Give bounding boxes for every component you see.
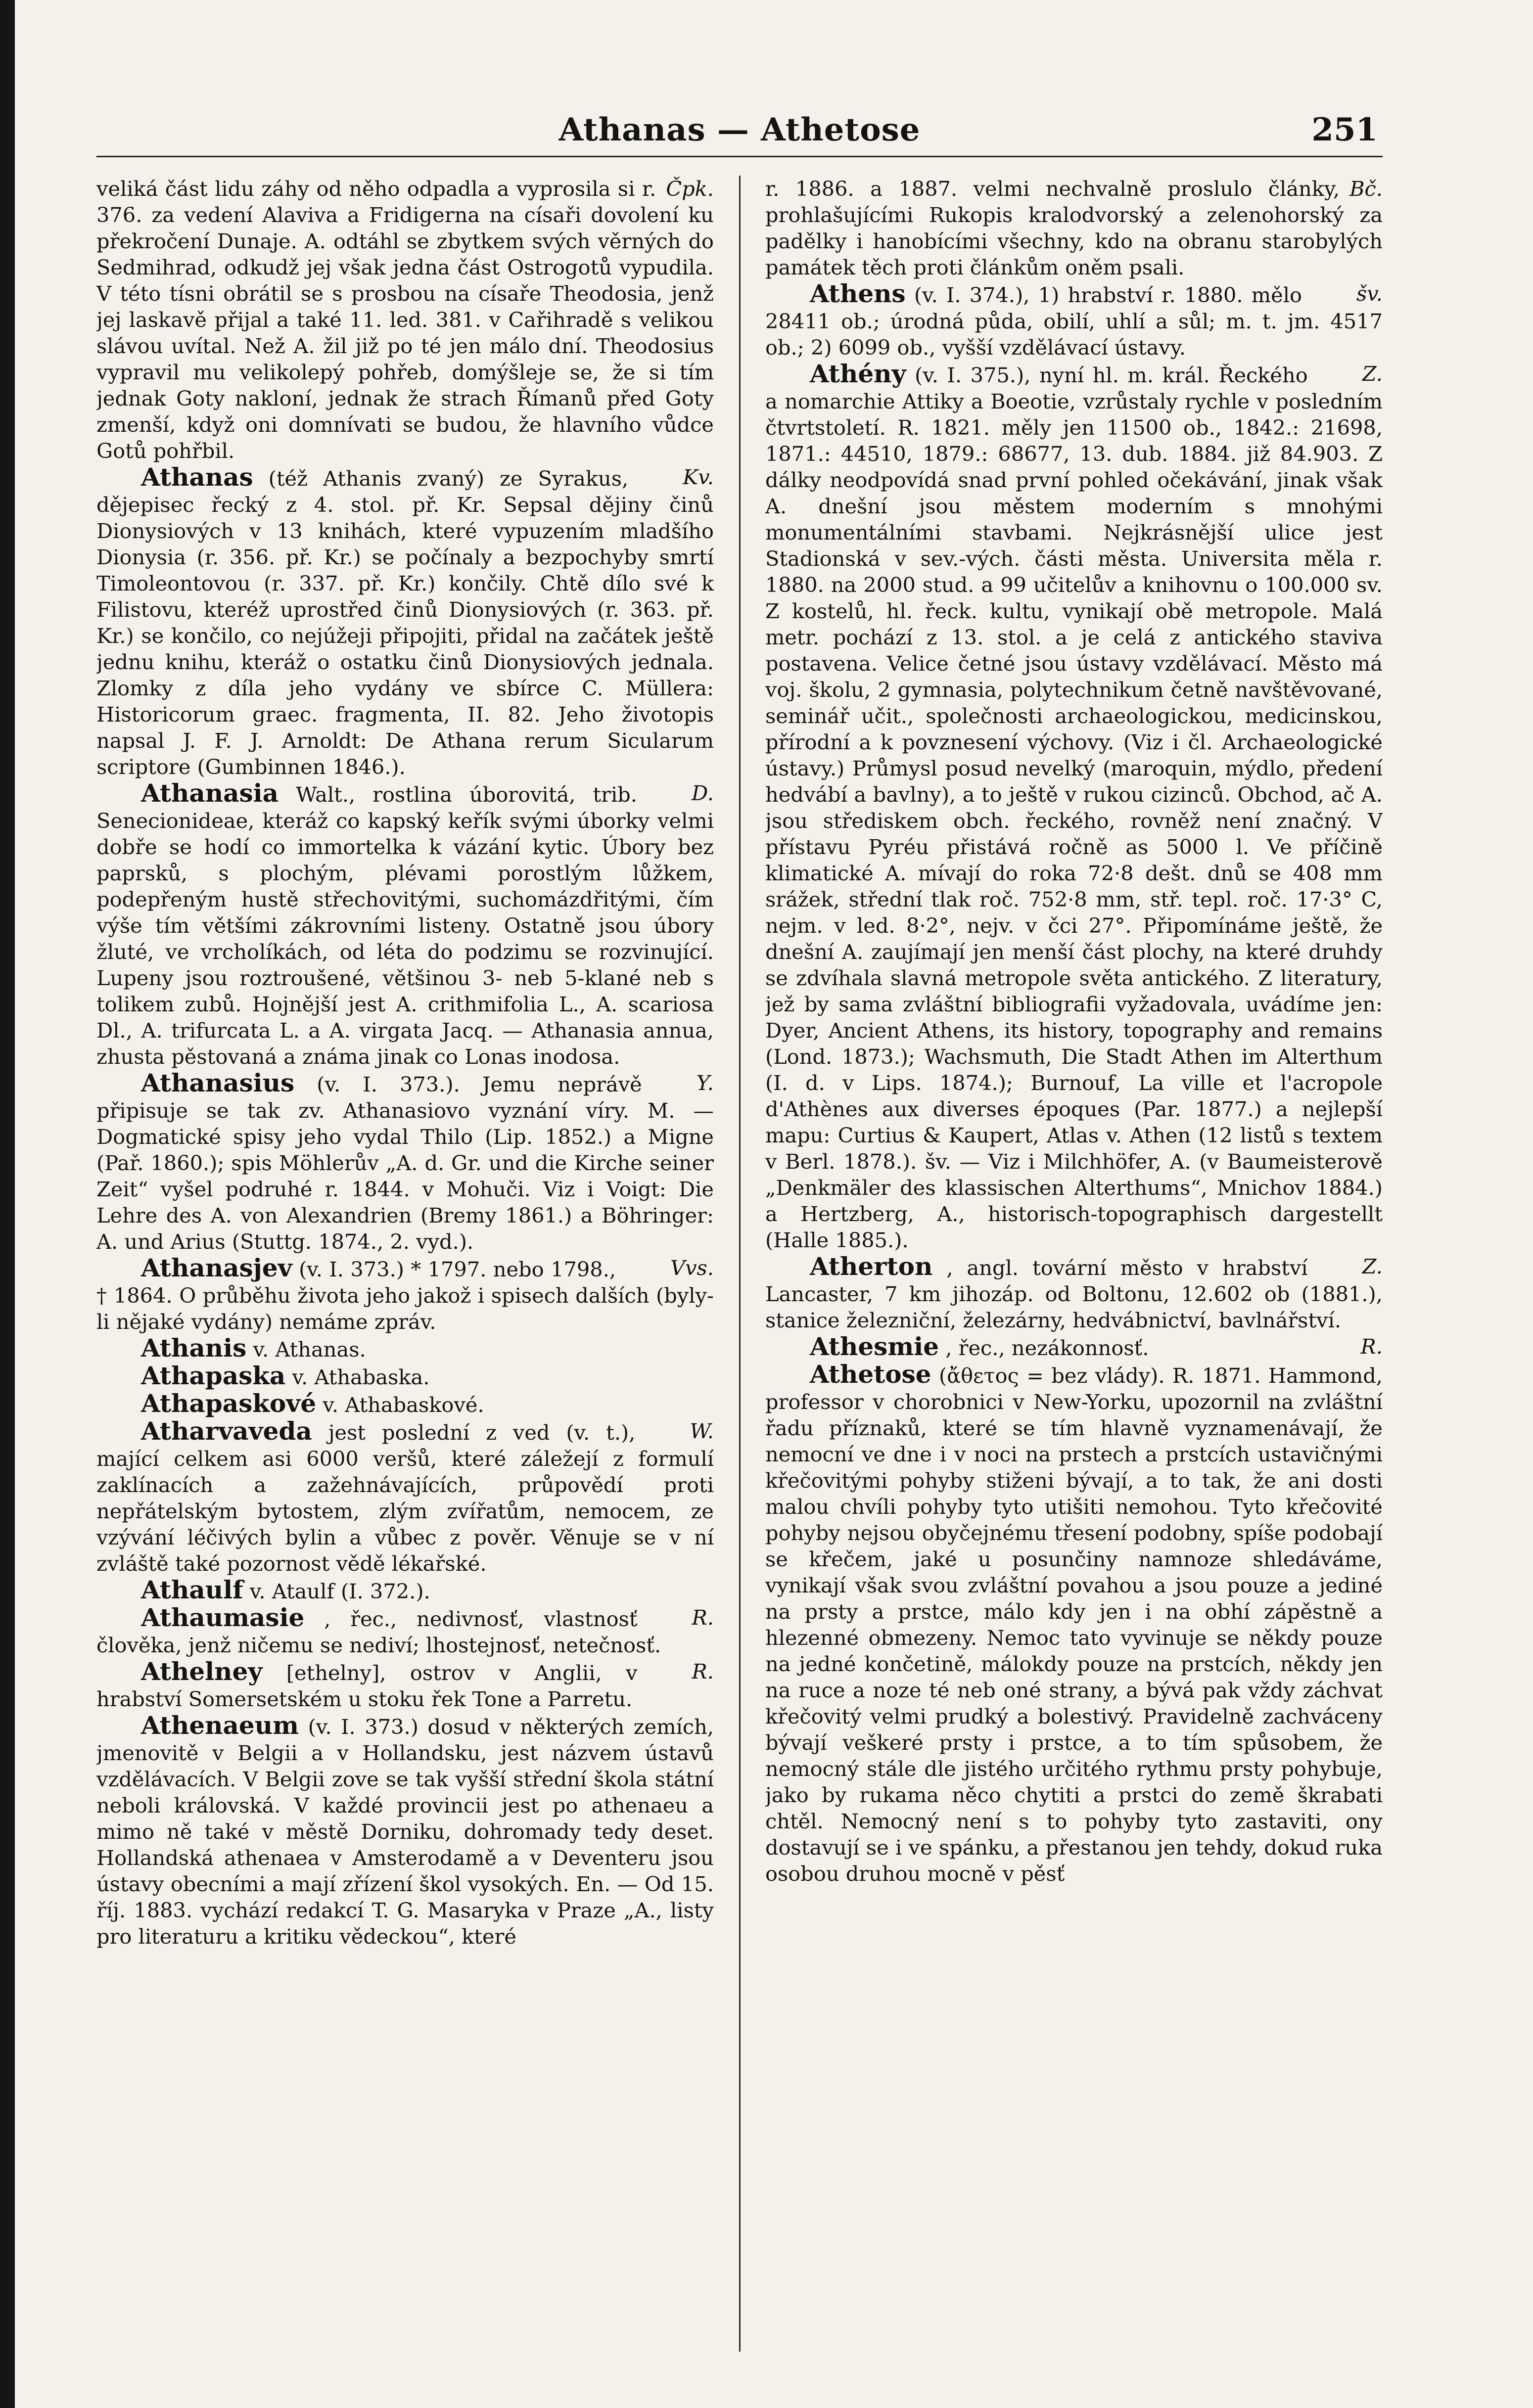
entry-headword: Athesmie — [810, 1332, 939, 1361]
dictionary-entry — [765, 1333, 1383, 1361]
entry-headword: Athanasia — [141, 778, 279, 808]
entry-headword: Athanasius — [141, 1068, 295, 1097]
dictionary-entry — [96, 1604, 714, 1658]
entry-headword: Athaumasie — [141, 1603, 305, 1632]
entry-author-signature: Kv. — [683, 465, 714, 489]
entry-text: (v. I. 373.) * 1797. nebo 1798., † 1864. O průběhu života jeho jakož i spisech dalších (byly-li nějaké vydány) nemáme zpráv. — [96, 1257, 714, 1334]
entry-text: (v. I. 374.), 1) hrabství r. 1880. mělo 28411 ob.; úrodná půda, obilí, uhlí a sůl; m. t. jm. 4517 ob.; 2) 6099 ob., vyšší vzdělávací ústavy. — [765, 283, 1383, 360]
running-head: Athanas — Athetose — [558, 111, 921, 148]
entry-headword: Athenaeum — [141, 1711, 299, 1740]
entry-text: v. Ataulf (I. 372.). — [249, 1579, 430, 1603]
entry-author-signature: R. — [692, 1659, 714, 1683]
dictionary-entry — [765, 280, 1383, 361]
dictionary-entry — [765, 1361, 1383, 1887]
entry-text: (ἄθετος = bez vlády). R. 1871. Hammond, professor v chorobnici v New-Yorku, upozornil na zvláštní řadu příznaků, které se tím hlavně vyznamenávají, že nemocní ve dne i v noci na prstech a prstcích ustavičnými křečovitými pohyby stiženi bývají, a to tak, že ani dosti malou chvíli pohyby tyto utišiti nemohou. Tyto křečovité pohyby nejsou obyčejnému třesení podobny, spíše podobají se křečem, jaké u posunčiny namnoze shledáváme, vynikají však svou zvláštní povahou a jsou pouze a jediné na prsty a prstce, málo kdy jen i na obhí zápěstně a hlezenné obmezeny. Nemoc tato vyvinuje se někdy pouze na jedné končetině, málokdy pouze na prstcích, někdy jen na ruce a noze té neb oné strany, a bývá pak vždy záchvat křečovitý velmi prudký a bolestivý. Pravidelně zachváceny bývají veškeré prsty i prstce, a to tím spůsobem, že nemocný stále dle jistého určitého rythmu prsty pohybuje, jako by rukama něco chytiti a prstci do země škrabati chtěl. Nemocný není s to pohyby tyto zastaviti, ony dostavují se i ve spánku, a přestanou jen tehdy, dokud ruka osobou druhou mocně v pěsť — [765, 1363, 1383, 1886]
entry-text: (v. I. 375.), nyní hl. m. král. Řeckého a nomarchie Attiky a Boeotie, vzrůstaly rychle v posledním čtvrtstoletí. R. 1821. měly jen 11500 ob., 1842.: 21698, 1871.: 44510, 1879.: 68677, 13. dub. 1884. již 84.903. Z dálky neodpovídá snad první pohled očekávání, jinak však A. dnešní jsou městem moderním s mnohými monumentálními stavbami. Nejkrásnější ulice jest Stadionská v sev.-vých. části města. Universita měla r. 1880. na 2000 stud. a 99 učitelův a knihovnu o 100.000 sv. Z kostelů, hl. řeck. kultu, vynikají obě metropole. Malá metr. pochází z 13. stol. a je celá z antického staviva postavena. Velice četné jsou ústavy vzdělávací. Město má voj. školu, 2 gymnasia, polytechnikum četně navštěvované, seminář učit., společnosti archaeologickou, medicinskou, přírodní a k povznesení výchovy. (Viz i čl. Archaeologické ústavy.) Průmysl posud nevelký (maroquin, mýdlo, předení hedvábí a bavlny), a to ještě v rukou cizinců. Obchod, ač A. jsou střediskem obch. řeckého, rovněž není značný. V přístavu Pyréu přistává ročně as 5000 l. Ve příčině klimatické A. mívají do roka 72·8 dešt. dnů se 408 mm srážek, střední tlak roč. 752·8 mm, stř. tepl. roč. 17·3° C, nejm. v led. 8·2°, nejv. v čci 27°. Připomínáme ještě, že dnešní A. zaujímají jen menší část plochy, na které druhdy se zdvíhala slavná metropole světa antického. Z literatury, jež by sama zvláštní bibliografii vyžadovala, uvádíme jen: Dyer, Ancient Athens, its history, topography and remains (Lond. 1873.); Wachsmuth, Die Stadt Athen im Alterthum (I. d. v Lips. 1874.); Burnouf, La ville et l'acropole d'Athènes aux diverses époques (Par. 1877.) a nejlepší mapu: Curtius & Kaupert, Atlas v. Athen (12 listů s textem v Berl. 1878.). šv. — Viz i Milchhöfer, A. (v Baumeisterově „Denkmäler des klassischen Alterthums“, Mnichov 1884.) a Hertzberg, A., historisch-topographisch dargestellt (Halle 1885.). — [765, 363, 1383, 1252]
dictionary-entry — [96, 1658, 714, 1712]
entry-headword: Athapaska — [141, 1361, 286, 1390]
entry-headword: Athetose — [810, 1360, 931, 1389]
entry-text: (v. I. 373.) dosud v některých zemích, jmenovitě v Belgii a v Hollandsku, jest názvem ústavů vzdělávacích. V Belgii zove se tak vyšší střední škola státní neboli královská. V každé provincii jest po athenaeu a mimo ně také v městě Dorniku, dohromady tedy deset. Hollandská athenaea v Amsterodamě a v Deventeru jsou ústavy obecními a mají zřízení škol vysokých. En. — Od 15. říj. 1883. vychází redakcí T. G. Masaryka v Praze „A., listy pro literaturu a kritiku vědeckou“, které — [96, 1715, 714, 1949]
entry-headword: Athanasjev — [141, 1253, 292, 1282]
page-header — [96, 101, 1383, 157]
entry-headword: Athelney — [141, 1657, 263, 1686]
entry-author-signature: Z. — [1362, 1254, 1383, 1278]
scan-edge — [0, 0, 15, 2408]
entry-author-signature: R. — [692, 1605, 714, 1630]
right-column — [765, 176, 1383, 2352]
text-columns — [96, 176, 1383, 2352]
dictionary-entry — [96, 1390, 714, 1418]
dictionary-entry — [765, 361, 1383, 1253]
entry-author-signature: Čpk. — [666, 177, 714, 201]
entry-text: [ethelny], ostrov v Anglii, v hrabství Somersetském u stoku řek Tone a Parretu. — [96, 1661, 638, 1711]
entry-text: v. Athanas. — [253, 1337, 366, 1362]
dictionary-entry — [96, 1335, 714, 1363]
column-divider — [739, 176, 741, 2352]
page-number: 251 — [1311, 111, 1378, 148]
entry-text: Walt., rostlina úborovitá, trib. Senecionideae, kteráž co kapský keřík svými úborky velmi dobře se hodí co immortelka k vázání kytic. Úbory bez paprsků, s plochým, plévami porostlým lůžkem, podepřeným hustě střechovitými, suchomázdřitými, čím výše tím většími zákrovními listeny. Ostatně jsou úbory žluté, ve vrcholíkách, od léta do podzimu se rozvinující. Lupeny jsou roztroušené, většinou 3- neb 5-klané neb s tolikem zubů. Hojnější jest A. crithmifolia L., A. scariosa Dl., A. trifurcata L. a A. virgata Jacq. — Athanasia annua, zhusta pěstovaná a známa jinak co Lonas inodosa. — [96, 782, 714, 1069]
entry-author-signature: Z. — [1362, 362, 1383, 386]
entry-text: , řec., nedivnosť, vlastnosť člověka, jenž ničemu se nediví; lhostejnosť, netečnosť. — [96, 1607, 661, 1657]
dictionary-entry — [765, 1253, 1383, 1333]
entry-text: (v. I. 373.). Jemu neprávě připisuje se tak zv. Athanasiovo vyznání víry. M. — Dogmatické spisy jeho vydal Thilo (Lip. 1852.) a Migne (Pař. 1860.); spis Möhlerův „A. d. Gr. und die Kirche seiner Zeit“ vyšel podruhé r. 1844. v Mohuči. Viz i Voigt: Die Lehre des A. von Alexandrien (Bremy 1861.) a Böhringer: A. und Arius (Stuttg. 1874., 2. vyd.). — [96, 1072, 714, 1254]
entry-headword: Athapaskové — [141, 1389, 317, 1418]
dictionary-entry — [96, 780, 714, 1070]
entry-text: (též Athanis zvaný) ze Syrakus, dějepisec řecký z 4. stol. př. Kr. Sepsal dějiny činů Dionysiových v 13 knihách, které vypuzením mladšího Dionysia (r. 356. př. Kr.) se počínaly a bezpochyby smrtí Timoleontovou (r. 337. př. Kr.) končily. Chtě dílo své k Filistovu, kteréž uprostřed činů Dionysiových (r. 363. př. Kr.) se končilo, co nejúžeji připojiti, přidal na začátek ještě jednu knihu, kteráž o ostatku činů Dionysiových jednala. Zlomky z díla jeho vydány ve sbírce C. Müllera: Historicorum graec. fragmenta, II. 82. Jeho životopis napsal J. F. J. Arnoldt: De Athana rerum Sicularum scriptore (Gumbinnen 1846.). — [96, 466, 714, 779]
dictionary-entry — [96, 1255, 714, 1335]
entry-headword: Athanas — [141, 462, 253, 492]
entry-headword: Athaulf — [141, 1575, 243, 1604]
entry-author-signature: R. — [1360, 1334, 1383, 1359]
entry-text: r. 1886. a 1887. velmi nechvalně proslulo články, prohlašujícími Rukopis kralodvorský a zelenohorský za padělky i hanobícími všechny, kdo na obranu starobylých památek těch proti článkům oněm psali. — [765, 177, 1383, 279]
dictionary-entry — [96, 1070, 714, 1255]
entry-author-signature: D. — [692, 781, 714, 805]
entry-headword: Atharvaveda — [141, 1416, 312, 1446]
left-column — [96, 176, 714, 2352]
entry-text: , řec., nezákonnosť. — [945, 1336, 1149, 1360]
entry-author-signature: šv. — [1356, 281, 1383, 306]
entry-text: veliká část lidu záhy od něho odpadla a vyprosila si r. 376. za vedení Alaviva a Fridigerna na císaři dovolení ku překročení Dunaje. A. odtáhl se zbytkem svých věrných do Sedmihrad, odkudž jej však jedna část Ostrogotů vypudila. V této tísni obrátil se s prosbou na císaře Theodosia, jenž jej laskavě přijal a také 11. led. 381. v Cařihradě s velikou slávou uvítal. Než A. žil již po té jen málo dní. Theodosius vypravil mu velikolepý pohřeb, domýšleje se, že si tím jednak Goty nakloní, jednak že strach Římanů před Goty zmenší, když oni domnívati se budou, že hlavního vůdce Gotů pohřbil. — [96, 177, 714, 463]
entry-author-signature: Vvs. — [670, 1256, 714, 1280]
entry-author-signature: Bč. — [1349, 177, 1383, 201]
entry-text: v. Athabaska. — [292, 1365, 430, 1389]
entry-text: , angl. tovární město v hrabství Lancaster, 7 km jihozáp. od Boltonu, 12.602 ob (1881.), stanice železniční, železárny, hedvábnictví, bavlnářství. — [765, 1256, 1383, 1332]
dictionary-entry — [96, 1577, 714, 1604]
dictionary-entry — [765, 176, 1383, 280]
entry-headword: Atherton — [810, 1252, 933, 1281]
entry-text: v. Athabaskové. — [323, 1393, 484, 1417]
dictionary-entry — [96, 1712, 714, 1950]
entry-text: jest poslední z ved (v. t.), mající celkem asi 6000 veršů, které záležejí z formulí zaklínacích a zažehnávajících, průpovědí proti nepřátelským bytostem, zlým zvířatům, nemocem, ze vzývání léčivých bylin a vůbec z pověr. Věnuje se v ní zvláště také pozornost vědě lékařské. — [96, 1420, 714, 1576]
entry-author-signature: W. — [690, 1419, 714, 1443]
dictionary-entry — [96, 1418, 714, 1577]
entry-author-signature: Y. — [696, 1071, 714, 1095]
dictionary-page — [96, 101, 1383, 2376]
dictionary-entry — [96, 176, 714, 464]
dictionary-entry — [96, 1363, 714, 1390]
dictionary-entry — [96, 464, 714, 780]
entry-headword: Athanis — [141, 1333, 247, 1363]
entry-headword: Athény — [810, 359, 906, 388]
entry-headword: Athens — [810, 279, 906, 308]
